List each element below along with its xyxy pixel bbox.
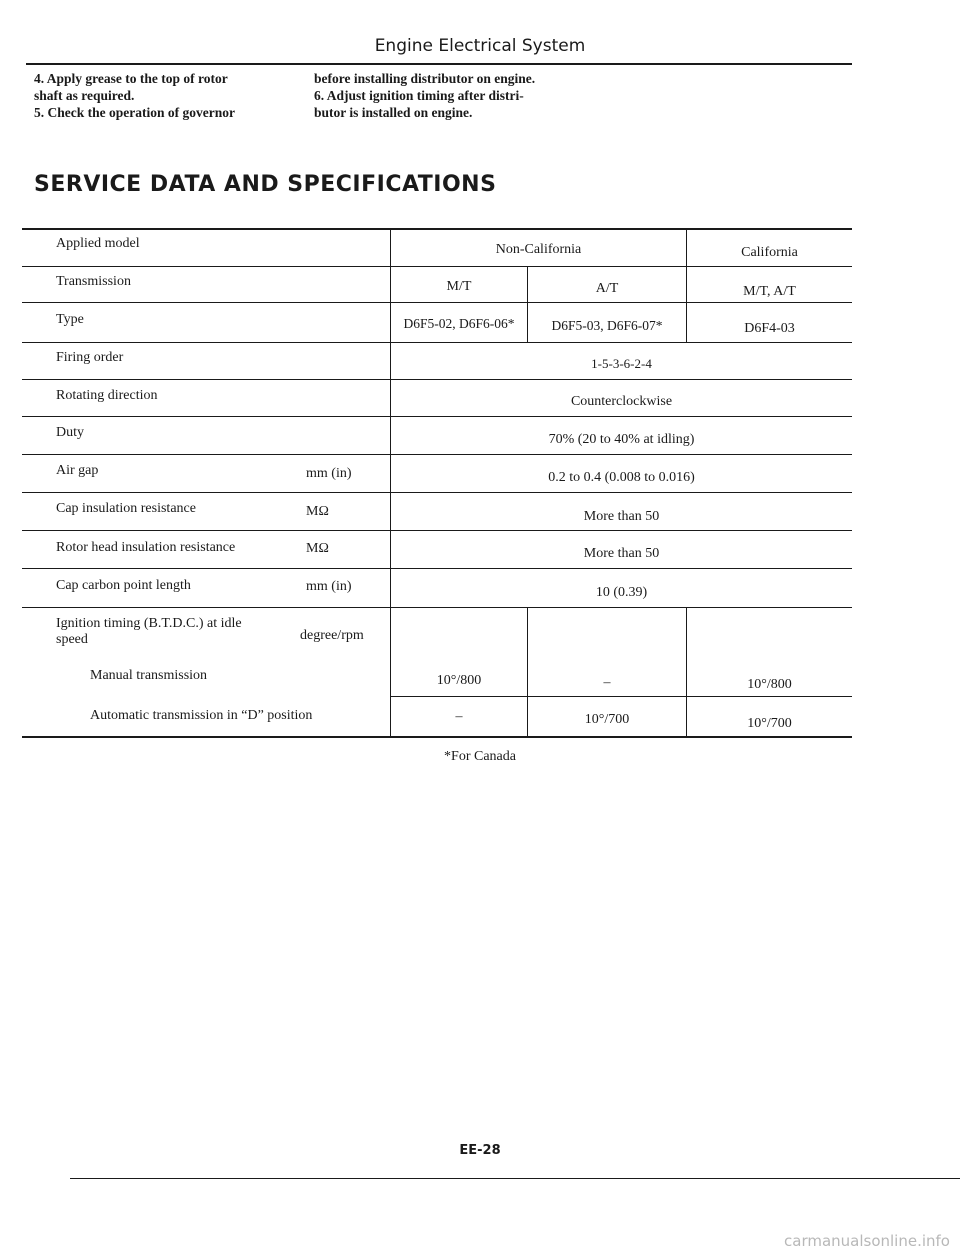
cell-cap-insulation: More than 50 (583, 509, 660, 524)
cell-type-at: D6F5-03, D6F6-07* (551, 318, 663, 333)
table-rule (22, 736, 852, 738)
table-rule (22, 266, 852, 267)
cell-automatic-mt: – (455, 709, 463, 724)
cell-rotating-direction: Counterclockwise (570, 394, 673, 409)
cell-duty: 70% (20 to 40% at idling) (548, 432, 695, 447)
row-label-rotor-insulation: Rotor head insulation resistance (56, 540, 236, 555)
cell-type-mt: D6F5-02, D6F6-06* (403, 316, 515, 331)
cell-manual-mt: 10°/800 (436, 673, 482, 688)
intro-left-column (34, 70, 284, 121)
header-rule (26, 63, 852, 65)
table-rule (22, 342, 852, 343)
table-rule (22, 416, 852, 417)
intro-line: butor is installed on engine. (314, 105, 473, 120)
row-label-cap-insulation: Cap insulation resistance (56, 501, 196, 516)
table-rule (22, 302, 852, 303)
cell-rotor-insulation: More than 50 (583, 546, 660, 561)
cell-manual-at: – (603, 675, 611, 690)
cell-transmission-at: A/T (595, 281, 619, 296)
cell-automatic-california: 10°/700 (747, 716, 792, 731)
row-label-air-gap: Air gap (56, 463, 99, 478)
page-header: Engine Electrical System (374, 36, 586, 56)
table-rule (22, 454, 852, 455)
row-label-ignition-timing: Ignition timing (B.T.D.C.) at idle (56, 616, 242, 631)
cell-manual-california: 10°/800 (747, 677, 792, 692)
section-title: SERVICE DATA AND SPECIFICATIONS (34, 172, 497, 197)
row-label-automatic-transmission: Automatic transmission in “D” position (90, 708, 313, 723)
unit-rotor-insulation: MΩ (306, 541, 329, 556)
intro-line: before installing distributor on engine. (314, 71, 536, 86)
table-rule (22, 492, 852, 493)
cell-california: California (741, 245, 798, 260)
cell-transmission-mt: M/T (446, 279, 472, 294)
intro-right-column (314, 70, 634, 121)
unit-ignition-timing: degree/rpm (300, 628, 364, 643)
row-label-applied-model: Applied model (56, 236, 140, 251)
cell-non-california: Non-California (495, 242, 582, 257)
cell-air-gap: 0.2 to 0.4 (0.008 to 0.016) (548, 470, 695, 485)
table-rule (22, 379, 852, 380)
table-rule (22, 530, 852, 531)
page-number: EE-28 (459, 1143, 501, 1158)
row-label-type: Type (56, 312, 84, 327)
table-rule (22, 228, 852, 230)
cell-firing-order: 1-5-3-6-2-4 (591, 356, 652, 371)
row-label-manual-transmission: Manual transmission (90, 668, 208, 683)
unit-cap-insulation: MΩ (306, 504, 329, 519)
table-rule (22, 568, 852, 569)
cell-automatic-at: 10°/700 (584, 712, 630, 727)
cell-cap-carbon: 10 (0.39) (595, 585, 648, 600)
row-label-ignition-timing-2: speed (56, 632, 88, 647)
unit-cap-carbon: mm (in) (306, 579, 352, 594)
watermark: carmanualsonline.info (784, 1232, 950, 1250)
row-label-cap-carbon: Cap carbon point length (56, 578, 191, 593)
footer-rule (70, 1178, 960, 1179)
row-label-transmission: Transmission (56, 274, 131, 289)
cell-transmission-california: M/T, A/T (743, 284, 796, 299)
footnote: *For Canada (444, 749, 516, 764)
table-rule (390, 696, 852, 697)
row-label-firing-order: Firing order (56, 350, 124, 365)
row-label-duty: Duty (56, 425, 84, 440)
unit-air-gap: mm (in) (306, 466, 352, 481)
cell-type-california: D6F4-03 (744, 321, 795, 336)
intro-line: 6. Adjust ignition timing after distri- (314, 88, 524, 103)
intro-line: shaft as required. (34, 88, 135, 103)
row-label-rotating-direction: Rotating direction (56, 388, 158, 403)
intro-line: 4. Apply grease to the top of rotor (34, 71, 228, 86)
table-rule (22, 607, 852, 608)
intro-line: 5. Check the operation of governor (34, 105, 235, 120)
